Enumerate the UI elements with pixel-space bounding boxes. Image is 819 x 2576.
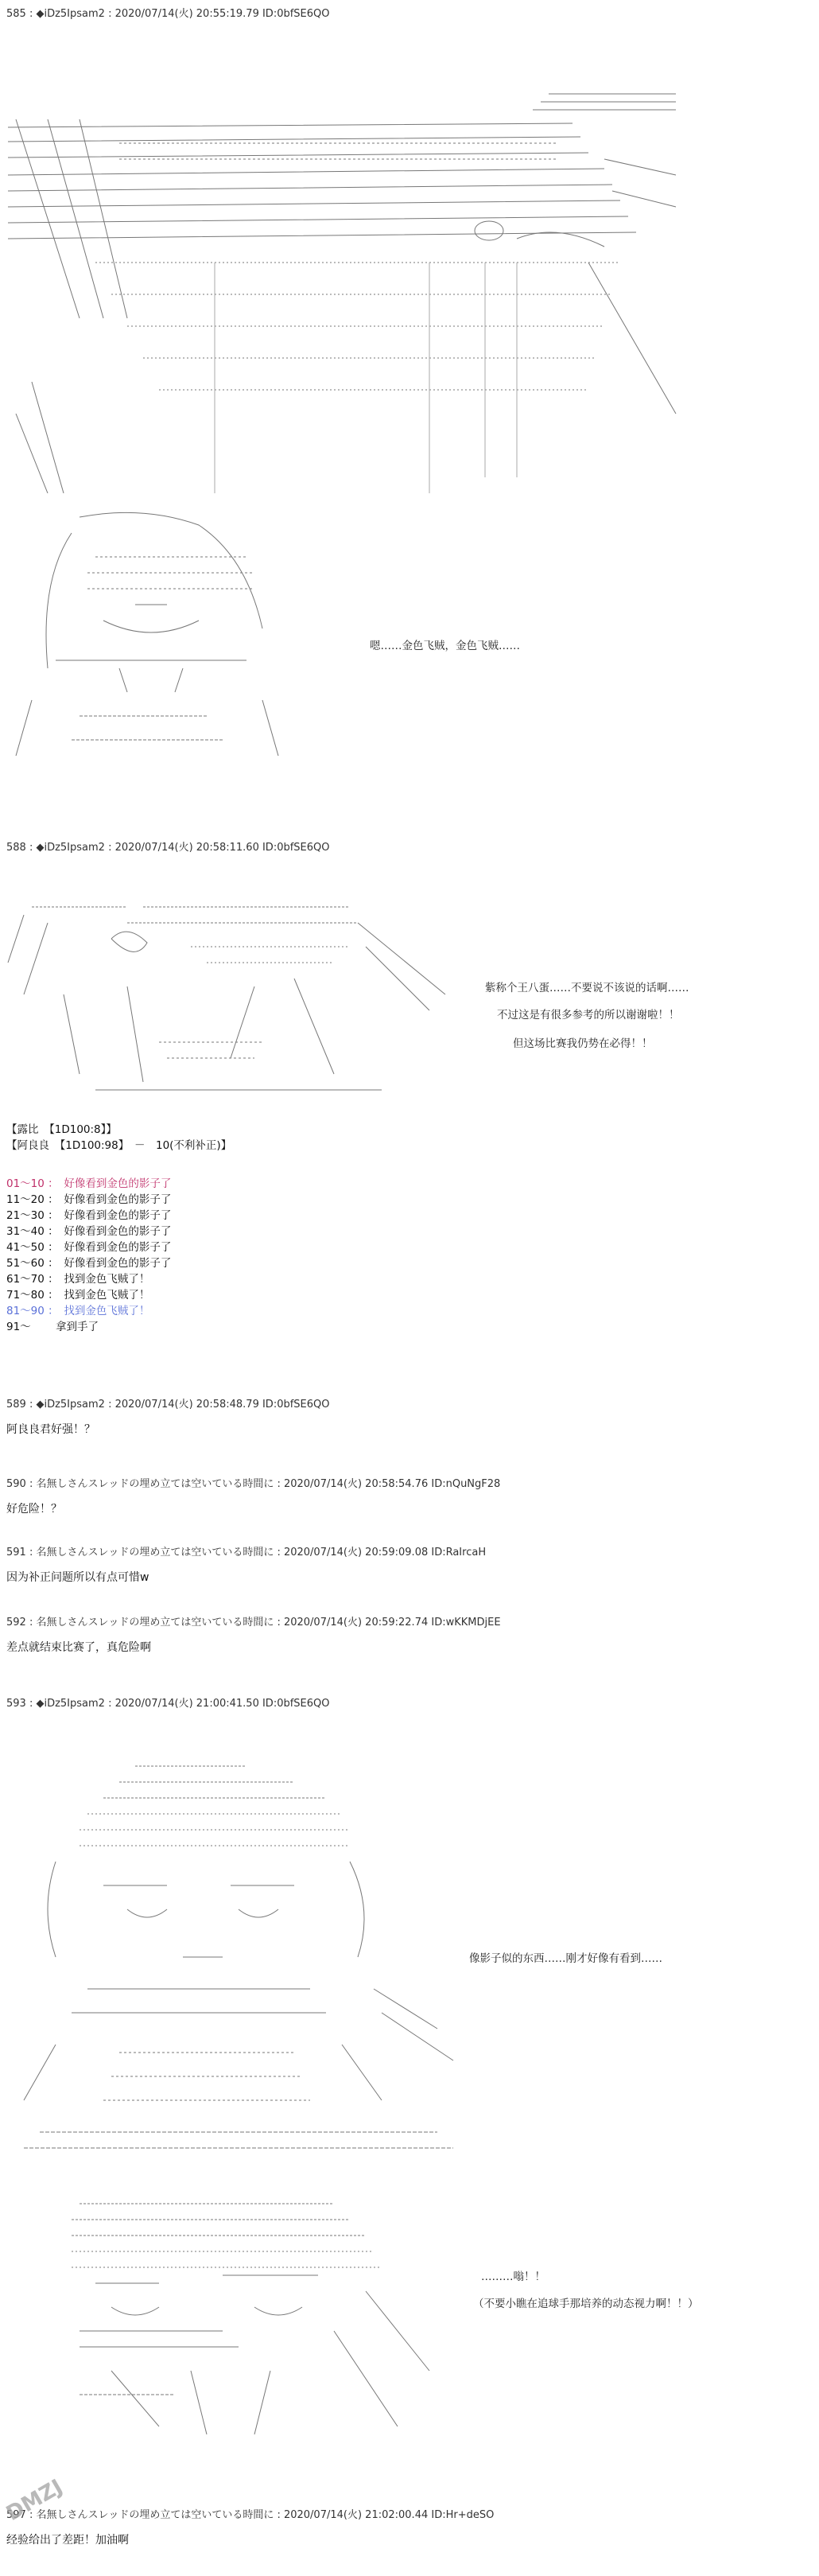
dice-row-range: 31～40 — [6, 1225, 45, 1238]
dice-row — [6, 1319, 171, 1335]
dice-row — [6, 1192, 171, 1208]
speech-585-1: 嗯……金色飞贼，金色飞贼…… — [370, 640, 520, 652]
dice-row — [6, 1239, 171, 1255]
post-body-589: 阿良良君好强！？ — [6, 1423, 95, 1436]
dice-row-text: ： 好像看到金色的影子了 — [48, 1225, 172, 1238]
dice-row-text: ： 好像看到金色的影子了 — [48, 1209, 172, 1222]
dice-row — [6, 1208, 171, 1224]
dice-row-text: ： 找到金色飞贼了！ — [48, 1305, 150, 1317]
post-header-591: 591 : 名無しさんスレッドの埋め立ては空いている時間に : 2020/07/14(火) 20:59:09.08 ID:RaIrcaH — [6, 1547, 487, 1558]
post-header-593: 593 : ◆iDz5Ipsam2 : 2020/07/14(火) 21:00:41.50 ID:0bfSE6QO — [6, 1698, 330, 1710]
post-header-588: 588 : ◆iDz5Ipsam2 : 2020/07/14(火) 20:58:11.60 ID:0bfSE6QO — [6, 842, 330, 854]
dice-row-range: 21～30 — [6, 1209, 45, 1222]
dice-ruby — [6, 1122, 231, 1138]
ascii-art-character-araragi — [0, 899, 477, 1106]
dice-row — [6, 1176, 171, 1192]
speech-588-3: 但这场比赛我仍势在必得！！ — [513, 1037, 653, 1050]
ascii-art-character-ruby-close — [8, 1750, 477, 2164]
post-header-585: 585 : ◆iDz5Ipsam2 : 2020/07/14(火) 20:55:19.79 ID:0bfSE6QO — [6, 8, 330, 20]
post-body-591: 因为补正问题所以有点可惜w — [6, 1571, 149, 1584]
dice-row — [6, 1271, 171, 1287]
dice-row-text: ： 好像看到金色的影子了 — [48, 1193, 172, 1206]
dice-row — [6, 1224, 171, 1239]
dice-row-text: ： 找到金色飞贼了！ — [48, 1289, 150, 1302]
dice-row-text: ： 好像看到金色的影子了 — [48, 1257, 172, 1270]
dice-row-range: 51～60 — [6, 1257, 45, 1270]
dice-row-range: 41～50 — [6, 1241, 45, 1254]
dice-table — [6, 1176, 171, 1335]
dice-row — [6, 1303, 171, 1319]
dice-row-text: ： 找到金色飞贼了！ — [48, 1273, 150, 1286]
dice-row-text: 拿到手了 — [33, 1321, 99, 1333]
watermark-text: DMZJ — [2, 2475, 67, 2526]
speech-593-3: （不要小瞧在追球手那培养的动态视力啊！！） — [473, 2298, 699, 2310]
dice-row-range: 11～20 — [6, 1193, 45, 1206]
dice-row-range: 81～90 — [6, 1305, 45, 1317]
ascii-art-character-ruby — [8, 509, 294, 772]
speech-593-2: ………嗡！！ — [481, 2271, 545, 2283]
ascii-art-stadium — [0, 80, 684, 493]
speech-593-1: 像影子似的东西……刚才好像有看到…… — [469, 1952, 662, 1965]
dice-row-text: ： 好像看到金色的影子了 — [48, 1177, 172, 1190]
dice-row-range: 91～ — [6, 1321, 31, 1333]
post-body-590: 好危险！？ — [6, 1503, 62, 1516]
post-header-589: 589 : ◆iDz5Ipsam2 : 2020/07/14(火) 20:58:48.79 ID:0bfSE6QO — [6, 1399, 330, 1411]
dice-results — [6, 1122, 231, 1154]
dice-row-range: 01～10 — [6, 1177, 45, 1190]
dice-araragi-prefix: 【阿良良 【1D100:98】 — [6, 1139, 124, 1152]
dice-ruby-text: 【露比 【1D100:8】】 — [6, 1123, 117, 1136]
dice-row — [6, 1255, 171, 1271]
dice-row-range: 61～70 — [6, 1273, 45, 1286]
dice-araragi — [6, 1138, 231, 1154]
speech-588-1: 紫称个王八蛋……不要说不该说的话啊…… — [485, 982, 689, 994]
post-header-592: 592 : 名無しさんスレッドの埋め立ては空いている時間に : 2020/07/14(火) 20:59:22.74 ID:wKKMDjEE — [6, 1617, 501, 1628]
ascii-art-character-araragi-close — [64, 2188, 461, 2442]
dice-row-text: ： 好像看到金色的影子了 — [48, 1241, 172, 1254]
dice-row-range: 71～80 — [6, 1289, 45, 1302]
post-header-590: 590 : 名無しさんスレッドの埋め立ては空いている時間に : 2020/07/14(火) 20:58:54.76 ID:nQuNgF28 — [6, 1478, 501, 1490]
post-body-597: 经验给出了差距！加油啊 — [6, 2534, 129, 2547]
post-body-592: 差点就结束比赛了，真危险啊 — [6, 1641, 151, 1654]
dice-row — [6, 1287, 171, 1303]
speech-588-2: 不过这是有很多参考的所以谢谢啦！！ — [497, 1009, 680, 1021]
post-header-597: 597 : 名無しさんスレッドの埋め立ては空いている時間に : 2020/07/14(火) 21:02:00.44 ID:Hr+deSO — [6, 2509, 495, 2521]
dice-araragi-suffix: － 10(不利补正)】 — [123, 1139, 232, 1152]
